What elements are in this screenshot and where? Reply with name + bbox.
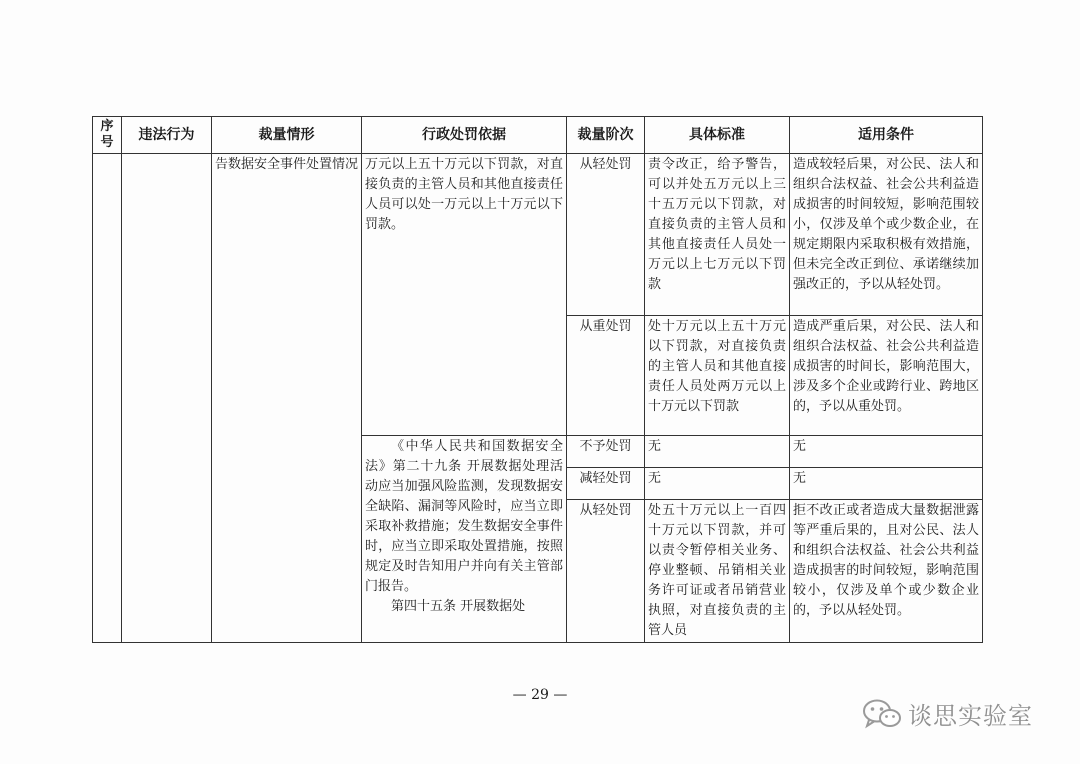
- standard-cell: 无: [645, 468, 790, 500]
- level-cell: 从轻处罚: [567, 154, 645, 316]
- watermark: [862, 696, 1033, 731]
- header-standard: 具体标准: [645, 117, 790, 154]
- standard-cell: 无: [645, 436, 790, 468]
- header-basis: 行政处罚依据: [362, 117, 567, 154]
- level-cell: 减轻处罚: [567, 468, 645, 500]
- header-circumstance: 裁量情形: [212, 117, 362, 154]
- condition-cell: 造成较轻后果，对公民、法人和组织合法权益、社会公共利益造成损害的时间较短，影响范围较小，仅涉及单个或少数企业，在规定期限内采取积极有效措施，但未完全改正到位、承诺继续加强改正的，予以从轻处罚。: [790, 154, 983, 316]
- level-cell: 从重处罚: [567, 316, 645, 436]
- basis-cell-2: [362, 436, 567, 643]
- condition-cell: 造成严重后果，对公民、法人和组织合法权益、社会公共利益造成损害的时间长，影响范围大，涉及多个企业或跨行业、跨地区的，予以从重处罚。: [790, 316, 983, 436]
- condition-cell: 无: [790, 436, 983, 468]
- penalty-table: [92, 116, 983, 643]
- standard-cell: 处五十万元以上一百四十万元以下罚款，并可以责令暂停相关业务、停业整顿、吊销相关业务许可证或者吊销营业执照，对直接负责的主管人员: [645, 500, 790, 643]
- header-level: 裁量阶次: [567, 117, 645, 154]
- header-violation: 违法行为: [122, 117, 212, 154]
- condition-cell: 无: [790, 468, 983, 500]
- level-cell: 从轻处罚: [567, 500, 645, 643]
- seq-cell: [93, 154, 122, 643]
- condition-cell: 拒不改正或者造成大量数据泄露等严重后果的，且对公民、法人和组织合法权益、社会公共利益造成损害的时间较短，影响范围较小，仅涉及单个或少数企业的，予以从轻处罚。: [790, 500, 983, 643]
- header-condition: 适用条件: [790, 117, 983, 154]
- table-header-row: [93, 117, 983, 154]
- header-seq: 序号: [93, 117, 122, 154]
- basis-cell-1: 万元以上五十万元以下罚款，对直接负责的主管人员和其他直接责任人员可以处一万元以上十万元以下罚款。: [362, 154, 567, 436]
- page-number: — 29 —: [512, 687, 568, 703]
- violation-cell: [122, 154, 212, 643]
- standard-cell: 责令改正，给予警告，可以并处五万元以上三十五万元以下罚款，对直接负责的主管人员和其他直接责任人员处一万元以上七万元以下罚款: [645, 154, 790, 316]
- table-row: [93, 154, 983, 316]
- circumstance-cell: 告数据安全事件处置情况: [212, 154, 362, 643]
- watermark-text: 谈思实验室: [908, 702, 1033, 730]
- standard-cell: 处十万元以上五十万元以下罚款，对直接负责的主管人员和其他直接责任人员处两万元以上十万元以下罚款: [645, 316, 790, 436]
- basis-paragraph: 《中华人民共和国数据安全法》第二十九条 开展数据处理活动应当加强风险监测，发现数据安全缺陷、漏洞等风险时，应当立即采取补救措施；发生数据安全事件时，应当立即采取处置措施，按照规定及时告知用户并向有关主管部门报告。: [365, 439, 563, 594]
- wechat-icon: [862, 698, 902, 730]
- basis-paragraph: 第四十五条 开展数据处: [391, 599, 526, 614]
- level-cell: 不予处罚: [567, 436, 645, 468]
